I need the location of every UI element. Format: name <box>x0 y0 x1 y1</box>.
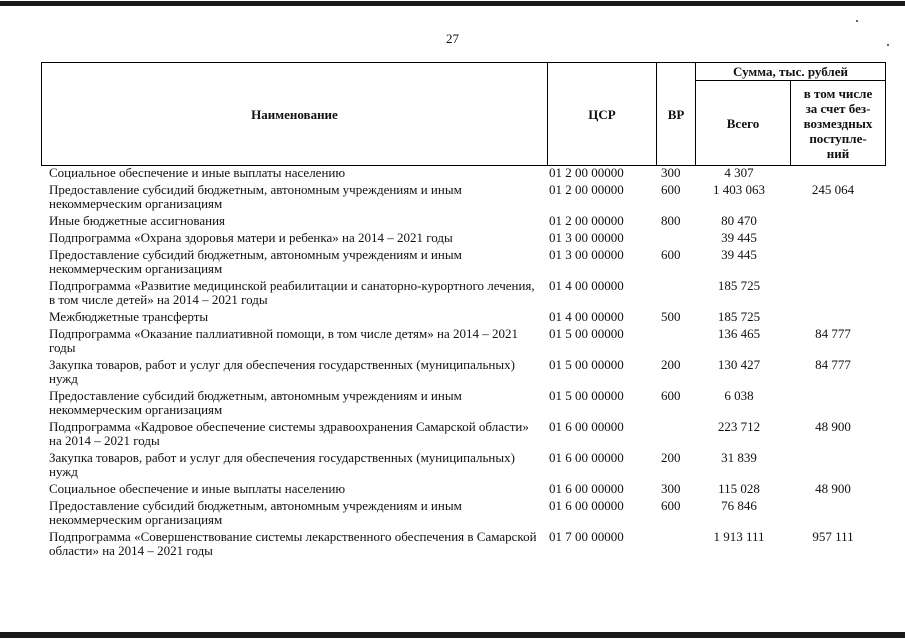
row-name: Предоставление субсидий бюджетным, автономным учреждениям и иным некоммерческим организациям <box>49 388 462 417</box>
row-csr: 01 2 00 00000 <box>549 165 624 180</box>
row-total: 39 445 <box>721 247 757 262</box>
row-vr: 500 <box>661 309 681 324</box>
table-row <box>45 389 885 417</box>
table-row <box>45 451 885 479</box>
row-vr: 300 <box>661 481 681 496</box>
row-total: 136 465 <box>717 326 761 341</box>
row-csr: 01 2 00 00000 <box>549 182 624 197</box>
row-total: 6 038 <box>724 388 754 403</box>
table-body <box>45 166 885 561</box>
scan-speck <box>856 20 858 22</box>
table-row <box>45 420 885 448</box>
row-name: Закупка товаров, работ и услуг для обеспечения государственных (муниципальных) нужд <box>49 357 515 386</box>
row-csr: 01 2 00 00000 <box>549 213 624 228</box>
table-row <box>45 482 885 496</box>
row-vr: 300 <box>661 165 681 180</box>
page-number: 27 <box>446 31 459 46</box>
table-row <box>45 231 885 245</box>
row-total: 115 028 <box>718 481 760 496</box>
table-row <box>45 499 885 527</box>
row-name: Предоставление субсидий бюджетным, автономным учреждениям и иным некоммерческим организациям <box>49 498 462 527</box>
row-total: 39 445 <box>721 230 757 245</box>
header-name: Наименование <box>41 62 548 166</box>
row-name: Подпрограмма «Оказание паллиативной помощи, в том числе детям» на 2014 – 2021 годы <box>49 326 518 355</box>
row-name: Подпрограмма «Охрана здоровья матери и ребенка» на 2014 – 2021 годы <box>49 230 453 245</box>
row-vr: 200 <box>661 357 681 372</box>
row-vr: 600 <box>661 247 681 262</box>
row-name: Иные бюджетные ассигнования <box>49 213 226 228</box>
row-csr: 01 6 00 00000 <box>549 481 624 496</box>
table-row <box>45 183 885 211</box>
row-name: Предоставление субсидий бюджетным, автономным учреждениям и иным некоммерческим организациям <box>49 182 462 211</box>
row-vr: 600 <box>661 498 681 513</box>
row-total: 80 470 <box>721 213 757 228</box>
row-csr: 01 5 00 00000 <box>549 326 624 341</box>
row-total: 31 839 <box>721 450 757 465</box>
table-row <box>45 530 885 558</box>
header-csr: ЦСР <box>547 62 657 166</box>
header-total: Всего <box>695 80 791 166</box>
row-free: 48 900 <box>815 419 851 434</box>
header-vr: ВР <box>656 62 696 166</box>
row-csr: 01 3 00 00000 <box>549 247 624 262</box>
row-name: Подпрограмма «Совершенствование системы лекарственного обеспечения в Самарской области» на 2014 – 2021 годы <box>49 529 537 558</box>
table-row <box>45 310 885 324</box>
row-csr: 01 6 00 00000 <box>549 419 624 434</box>
row-free: 84 777 <box>815 326 851 341</box>
row-total: 1 913 111 <box>713 529 765 544</box>
row-csr: 01 7 00 00000 <box>549 529 624 544</box>
table-row <box>45 214 885 228</box>
row-total: 4 307 <box>724 165 754 180</box>
table-row <box>45 327 885 355</box>
row-csr: 01 5 00 00000 <box>549 357 624 372</box>
row-free: 84 777 <box>815 357 851 372</box>
row-vr: 800 <box>661 213 681 228</box>
row-csr: 01 6 00 00000 <box>549 498 624 513</box>
row-total: 185 725 <box>717 278 761 293</box>
row-free: 245 064 <box>811 182 855 197</box>
row-total: 130 427 <box>717 357 761 372</box>
row-name: Межбюджетные трансферты <box>49 309 209 324</box>
row-name: Закупка товаров, работ и услуг для обеспечения государственных (муниципальных) нужд <box>49 450 515 479</box>
row-csr: 01 5 00 00000 <box>549 388 624 403</box>
row-name: Подпрограмма «Кадровое обеспечение системы здравоохранения Самарской области» на 2014 – 2021 годы <box>49 419 529 448</box>
table-row <box>45 166 885 180</box>
row-csr: 01 4 00 00000 <box>549 278 624 293</box>
row-vr: 600 <box>661 182 681 197</box>
top-border-line <box>0 1 905 6</box>
bottom-border-line <box>0 632 905 638</box>
row-vr: 200 <box>661 450 681 465</box>
table-row <box>45 358 885 386</box>
table-row <box>45 248 885 276</box>
row-name: Социальное обеспечение и иные выплаты населению <box>49 165 346 180</box>
row-total: 223 712 <box>717 419 761 434</box>
row-total: 76 846 <box>721 498 757 513</box>
header-free-receipts: в том числе за счет без-возмездных поступле-ний <box>790 80 886 166</box>
row-name: Предоставление субсидий бюджетным, автономным учреждениям и иным некоммерческим организациям <box>49 247 462 276</box>
row-csr: 01 6 00 00000 <box>549 450 624 465</box>
header-sum: Сумма, тыс. рублей <box>695 62 886 81</box>
row-free: 957 111 <box>812 529 854 544</box>
row-vr: 600 <box>661 388 681 403</box>
row-total: 1 403 063 <box>713 182 765 197</box>
row-csr: 01 4 00 00000 <box>549 309 624 324</box>
row-csr: 01 3 00 00000 <box>549 230 624 245</box>
row-name: Подпрограмма «Развитие медицинской реабилитации и санаторно-курортного лечения, в том числе детей» на 2014 – 2021 годы <box>49 278 535 307</box>
table-row <box>45 279 885 307</box>
row-name: Социальное обеспечение и иные выплаты населению <box>49 481 346 496</box>
row-free: 48 900 <box>815 481 851 496</box>
row-total: 185 725 <box>717 309 761 324</box>
